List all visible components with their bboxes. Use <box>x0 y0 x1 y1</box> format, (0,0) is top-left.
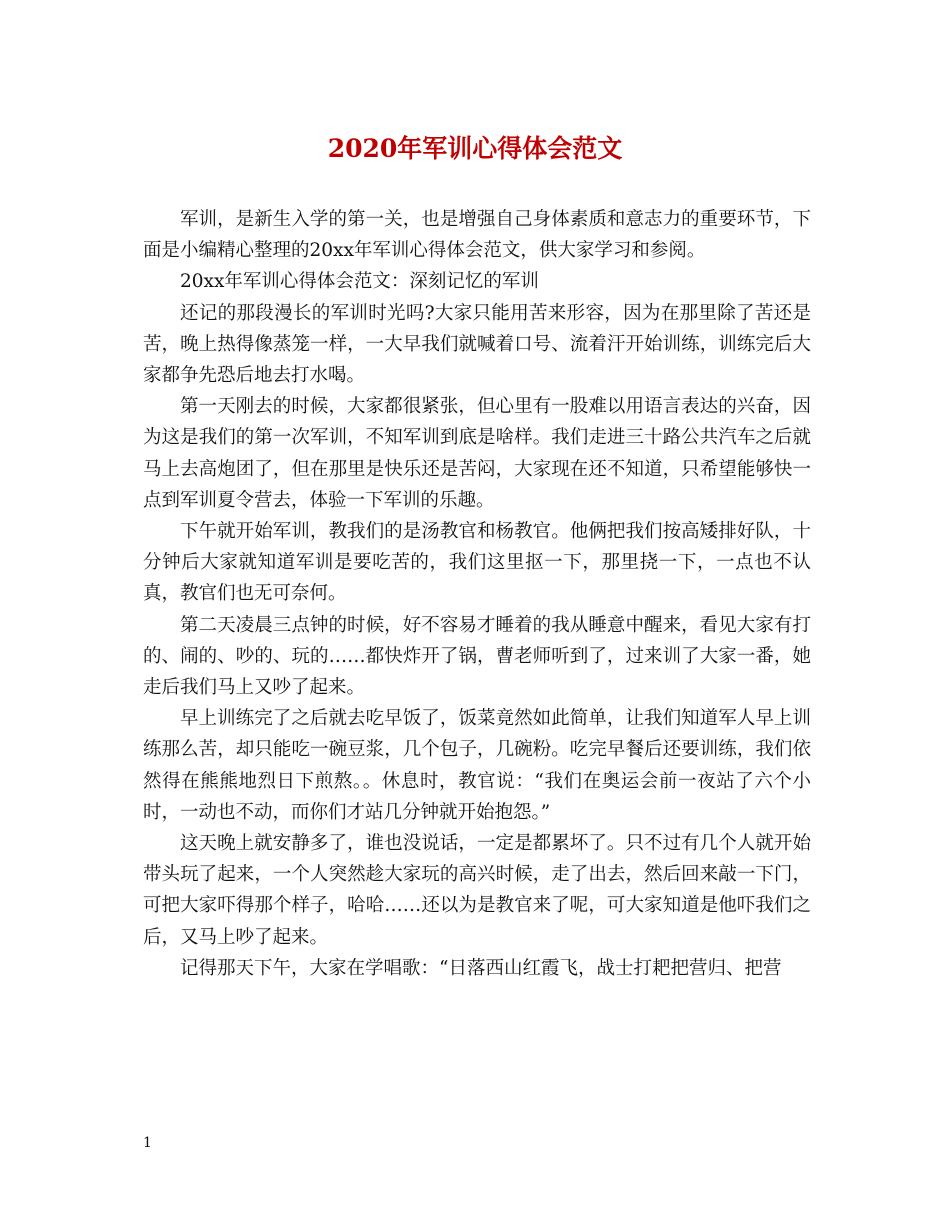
page-title: 2020年军训心得体会范文 <box>327 134 623 163</box>
paragraph-intro: 军训，是新生入学的第一关，也是增强自己身体素质和意志力的重要环节，下面是小编精心整理的20xx年军训心得体会范文，供大家学习和参阅。 <box>143 209 811 262</box>
page-number: 1 <box>143 1135 152 1151</box>
paragraph: 记得那天下午，大家在学唱歌：“日落西山红霞飞，战士打耙把营归、把营 <box>180 957 782 979</box>
paragraph: 第一天刚去的时候，大家都很紧张，但心里有一股难以用语言表达的兴奋，因为这是我们的第一次军训，不知军训到底是啥样。我们走进三十路公共汽车之后就马上去高炮团了，但在那里是快乐还是苦闷，大家现在还不知道，只希望能够快一点到军训夏令营去，体验一下军训的乐趣。 <box>143 396 811 511</box>
paragraph: 第二天凌晨三点钟的时候，好不容易才睡着的我从睡意中醒来，看见大家有打的、闹的、吵的、玩的……都快炸开了锅，曹老师听到了，过来训了大家一番，她走后我们马上又吵了起来。 <box>143 614 811 699</box>
paragraph: 还记的那段漫长的军训时光吗?大家只能用苦来形容，因为在那里除了苦还是苦，晚上热得像蒸笼一样，一大早我们就喊着口号、流着汗开始训练，训练完后大家都争先恐后地去打水喝。 <box>143 302 811 387</box>
paragraph: 早上训练完了之后就去吃早饭了，饭菜竟然如此简单，让我们知道军人早上训练那么苦，却只能吃一碗豆浆，几个包子，几碗粉。吃完早餐后还要训练，我们依然得在熊熊地烈日下煎熬。。休息时，教官说：“我们在奥运会前一夜站了六个小时，一动也不动，而你们才站几分钟就开始抱怨。” <box>143 708 811 823</box>
paragraph: 这天晚上就安静多了，谁也没说话，一定是都累坏了。只不过有几个人就开始带头玩了起来，一个人突然趁大家玩的高兴时候，走了出去，然后回来敲一下门，可把大家吓得那个样子，哈哈……还以为是教官来了呢，可大家知道是他吓我们之后，又马上吵了起来。 <box>143 833 811 948</box>
paragraph: 下午就开始军训，教我们的是汤教官和杨教官。他俩把我们按高矮排好队，十分钟后大家就知道军训是要吃苦的，我们这里抠一下，那里挠一下，一点也不认真，教官们也无可奈何。 <box>143 521 811 605</box>
document-body <box>143 204 811 984</box>
paragraph-subtitle: 20xx年军训心得体会范文：深刻记忆的军训 <box>180 271 539 293</box>
